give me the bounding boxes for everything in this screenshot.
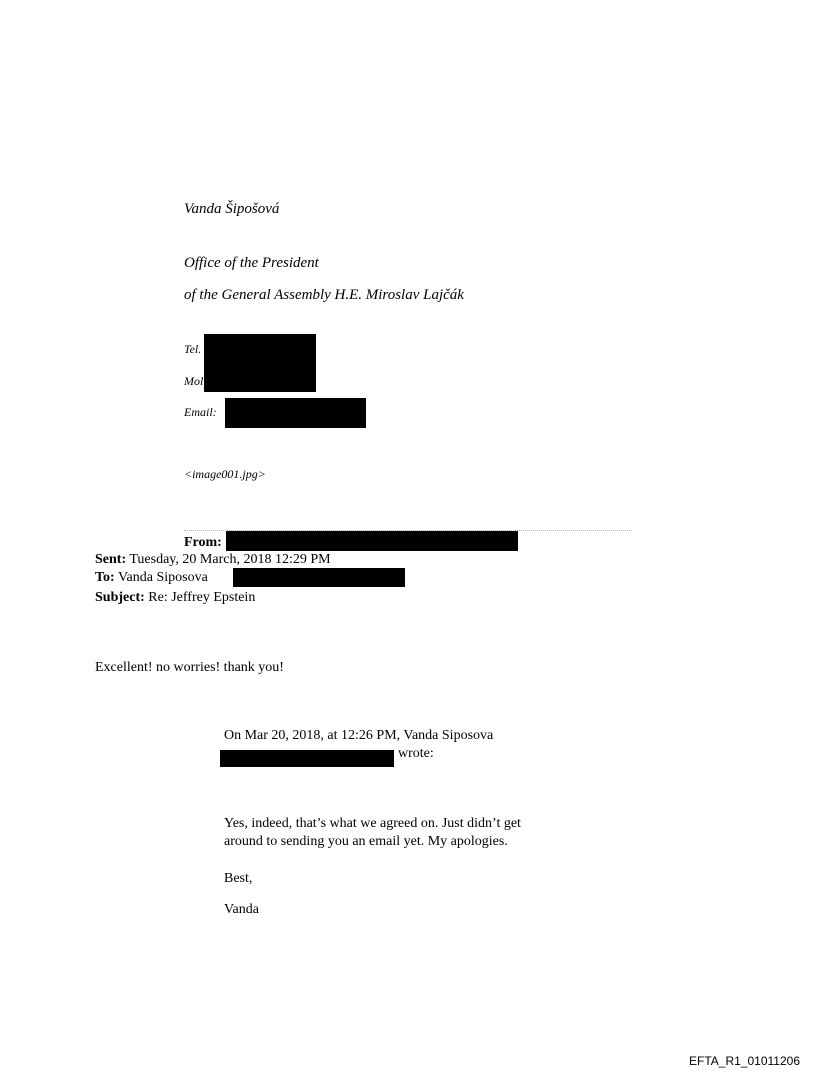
signature-office: Office of the President (184, 255, 319, 271)
quoted-line-1: Yes, indeed, that’s what we agreed on. Just didn’t get (224, 816, 521, 831)
quoted-line-2: around to sending you an email yet. My apologies. (224, 834, 508, 849)
redaction-from (226, 531, 518, 551)
redaction-email (225, 398, 366, 428)
tel-label: Tel. (184, 342, 202, 356)
redaction-phone (204, 334, 316, 392)
quoted-intro: On Mar 20, 2018, at 12:26 PM, Vanda Siposova (224, 728, 494, 743)
subject-label: Subject: (95, 590, 145, 605)
subject-line (95, 590, 255, 606)
quoted-closing: Best, (224, 871, 253, 886)
redaction-to (233, 568, 405, 587)
quoted-signoff: Vanda (224, 902, 259, 917)
signature-assembly: of the General Assembly H.E. Miroslav Lajčák (184, 287, 464, 303)
mobile-label: Mol (184, 374, 204, 388)
image-placeholder: <image001.jpg> (184, 467, 266, 481)
sent-value: Tuesday, 20 March, 2018 12:29 PM (129, 552, 331, 567)
to-label: To: (95, 570, 115, 585)
subject-value: Re: Jeffrey Epstein (148, 590, 256, 605)
sent-label: Sent: (95, 552, 127, 567)
to-line (95, 570, 208, 586)
to-value: Vanda Siposova (117, 570, 208, 585)
signature-name: Vanda Šipošová (184, 201, 280, 217)
from-label: From: (184, 535, 222, 550)
email-label: Email: (184, 405, 217, 419)
from-line (184, 535, 222, 551)
sent-line (95, 552, 331, 568)
document-id: EFTA_R1_01011206 (689, 1054, 800, 1068)
quoted-wrote: wrote: (398, 746, 434, 761)
redaction-quoted-email (220, 750, 394, 767)
reply-body: Excellent! no worries! thank you! (95, 660, 284, 675)
